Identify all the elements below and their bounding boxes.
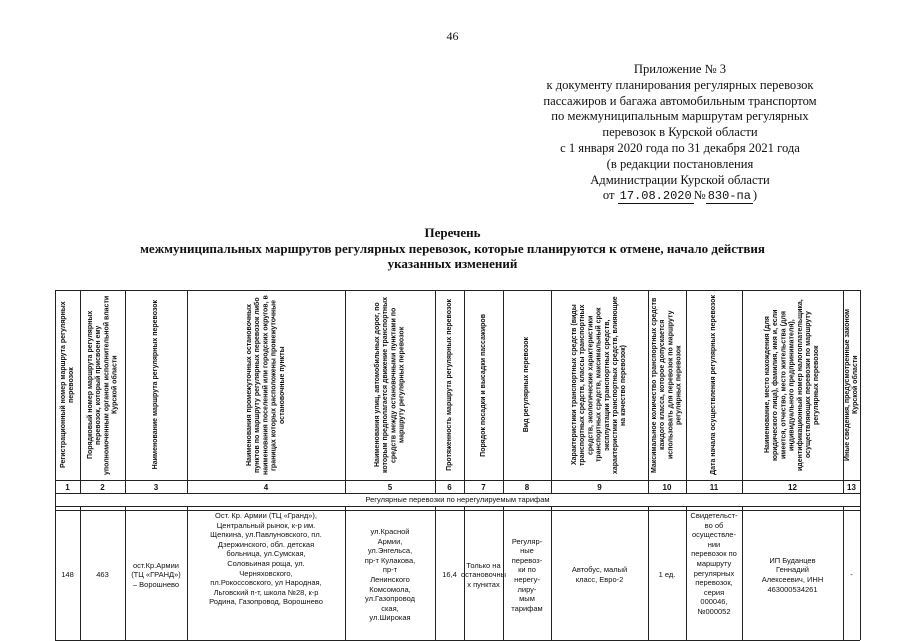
column-header-text: Наименования промежуточных остановочных пунктов по маршруту регулярных перевозок либо наименования поселений или городских округов, в границах которых расположены промежуточные остановочные пункты <box>245 295 286 475</box>
table-column-rule <box>345 506 346 640</box>
title-line: Перечень <box>424 225 481 240</box>
from-label: от <box>602 188 615 203</box>
column-header-text: Наименования улиц, автомобильных дорог, по которым предполагается движение транспортных средств между остановочными пунктами по маршруту регулярных перевозок <box>374 297 406 473</box>
title-line: указанных изменений <box>387 256 518 271</box>
column-header-text: Наименование, место нахождения (для юридического лица), фамилия, имя и, если имеется, отчество, место жительства (для индивидуального предпринимателя), идентификационный номер налогоплательщика, осуществляющих перевозки по маршруту регулярных перевозок <box>764 299 821 471</box>
column-header-text: Характеристики транспортных средств (виды транспортных средств, классы транспортных средств, экологические характеристики транспортных средств, максимальный срок эксплуатации транспортных средств, характеристики транспортных средств, влияющие на качество перевозок) <box>571 296 628 474</box>
column-number: 2 <box>100 483 105 492</box>
column-header <box>465 290 503 480</box>
column-header-text: Иные сведения, предусмотренные законом Курской области <box>843 308 859 462</box>
table-column-rule <box>80 506 81 640</box>
column-number: 13 <box>847 483 856 492</box>
table-cell-text: ИП Буданцев Геннадий Алексеевич, ИНН 463000534261 <box>761 555 824 594</box>
column-header-text: Регистрационный номер маршрута регулярных перевозок <box>59 301 75 469</box>
table-column-rule <box>843 506 844 640</box>
column-header-text: Протяженность маршрута регулярных перевозок <box>445 299 453 471</box>
table-cell <box>347 511 433 639</box>
appendix-line: перевозок в Курской области <box>602 125 758 140</box>
column-header <box>649 290 686 480</box>
column-header <box>436 290 464 480</box>
table-cell-text: Регуляр- ные перевоз- ки по нерегу- лиру- мым тарифам <box>511 536 543 613</box>
column-header <box>844 290 860 480</box>
table-cell-text: Свидетельст- во об осуществле- нии перевозок по маршруту регулярных перевозок, серия 000046, №000052 <box>690 511 738 616</box>
table-column-rule <box>742 506 743 640</box>
column-number: 3 <box>153 483 159 492</box>
table-cell <box>505 511 549 639</box>
column-number: 4 <box>263 483 269 492</box>
table-rule <box>55 506 860 507</box>
appendix-line: с 1 января 2020 года по 31 декабря 2021 года <box>560 140 800 155</box>
document-title <box>0 225 905 272</box>
table-cell <box>688 511 740 639</box>
table-cell-text: 16,4 <box>442 570 457 580</box>
table-cell <box>650 511 684 639</box>
table-cell <box>189 511 343 639</box>
table-column-rule <box>551 506 552 640</box>
appendix-line: пассажиров и багажа автомобильным транспортом <box>543 93 817 108</box>
table-cell <box>553 511 646 639</box>
column-header-text: Максимальное количество транспортных средств каждого класса, которое допускается использовать для перевозок по маршруту регулярных перевозок <box>651 297 683 473</box>
section-label: Регулярные перевозки по нерегулируемым тарифам <box>365 495 550 504</box>
appendix-line: к документу планирования регулярных перевозок <box>546 77 814 92</box>
decree-signature-line <box>470 188 890 204</box>
table-cell-text: 463 <box>96 570 109 580</box>
table-rule <box>55 493 860 494</box>
column-number: 11 <box>709 483 719 492</box>
table-cell-text: ул.Красной Армии, ул.Энгельса, пр-т Кулакова, пр-т Ленинского Комсомола, ул.Газопровод ская, ул.Широкая <box>364 527 416 623</box>
table-column-rule <box>125 506 126 640</box>
table-cell-text: 148 <box>61 570 74 580</box>
table-cell-text: ост.Кр.Армии (ТЦ «ГРАНД») – Ворошнево <box>131 560 181 589</box>
column-number: 7 <box>481 483 486 492</box>
table-cell <box>127 511 185 639</box>
appendix-line: Администрации Курской области <box>590 172 770 187</box>
table-cell <box>57 511 78 639</box>
table-cell <box>460 511 507 639</box>
table-cell <box>845 511 858 639</box>
table-column-rule <box>187 506 188 640</box>
appendix-line: по межмуниципальным маршрутам регулярных <box>551 109 809 124</box>
table-cell-text: Автобус, малый класс, Евро-2 <box>571 565 628 584</box>
page-number: 46 <box>446 29 459 43</box>
column-header <box>56 290 80 480</box>
column-header-text: Порядковый номер маршрута регулярных перевозок, который присвоен ему уполномоченным органом исполнительной власти Курской области <box>86 295 119 475</box>
table-cell-text: 1 ед. <box>658 570 676 580</box>
column-header <box>188 290 345 480</box>
column-number: 10 <box>662 483 672 492</box>
decree-number: 830-па <box>707 189 751 204</box>
title-line: межмуниципальных маршрутов регулярных перевозок, которые планируются к отмене, начало действия <box>140 240 765 256</box>
column-header <box>346 290 435 480</box>
column-number: 12 <box>788 483 797 492</box>
appendix-line: Приложение № 3 <box>633 62 727 76</box>
column-number: 1 <box>65 483 70 492</box>
number-sign: № <box>693 188 706 203</box>
column-number: 6 <box>447 483 452 492</box>
column-header-text: Порядок посадки и высадки пассажиров <box>479 313 487 457</box>
appendix-line: (в редакции постановления <box>606 156 754 171</box>
close-paren: ) <box>752 188 758 203</box>
column-header <box>504 290 551 480</box>
column-header <box>552 290 648 480</box>
table-rule <box>55 480 860 481</box>
table-cell <box>82 511 123 639</box>
table-cell-text: Только на остановочны х пунктах <box>460 560 507 589</box>
column-header-text: Вид регулярных перевозок <box>523 337 531 433</box>
column-header-text: Дата начала осуществления регулярных перевозок <box>710 295 718 475</box>
table-cell <box>437 511 462 639</box>
column-number: 5 <box>387 483 393 492</box>
column-header-text: Наименование маршрута регулярных перевозок <box>152 300 160 470</box>
table-cell-text: - <box>850 570 853 580</box>
column-header <box>126 290 187 480</box>
appendix-block <box>470 62 890 204</box>
column-number: 9 <box>597 483 602 492</box>
table-cell-text: Ост. Кр. Армии (ТЦ «Гранд»), Центральный рынок, к-р им. Щепкина, ул.Павлуновского, пл. Дзержинского, обл. детская больница, ул.Сумская, Соловьиная роща, ул. Черняховского, пл.Рокоссовского, ул Народная, Льговский п-т, школа №28, к-р Родина, Газопровод, Ворошнево <box>209 511 323 607</box>
table-column-rule <box>686 506 687 640</box>
table-cell <box>744 511 841 639</box>
column-header <box>687 290 742 480</box>
column-header <box>81 290 125 480</box>
table-column-rule <box>435 506 436 640</box>
column-header <box>743 290 843 480</box>
decree-date: 17.08.2020 <box>619 189 692 204</box>
column-number: 8 <box>524 483 530 492</box>
routes-table <box>55 290 860 640</box>
table-column-rule <box>648 506 649 640</box>
